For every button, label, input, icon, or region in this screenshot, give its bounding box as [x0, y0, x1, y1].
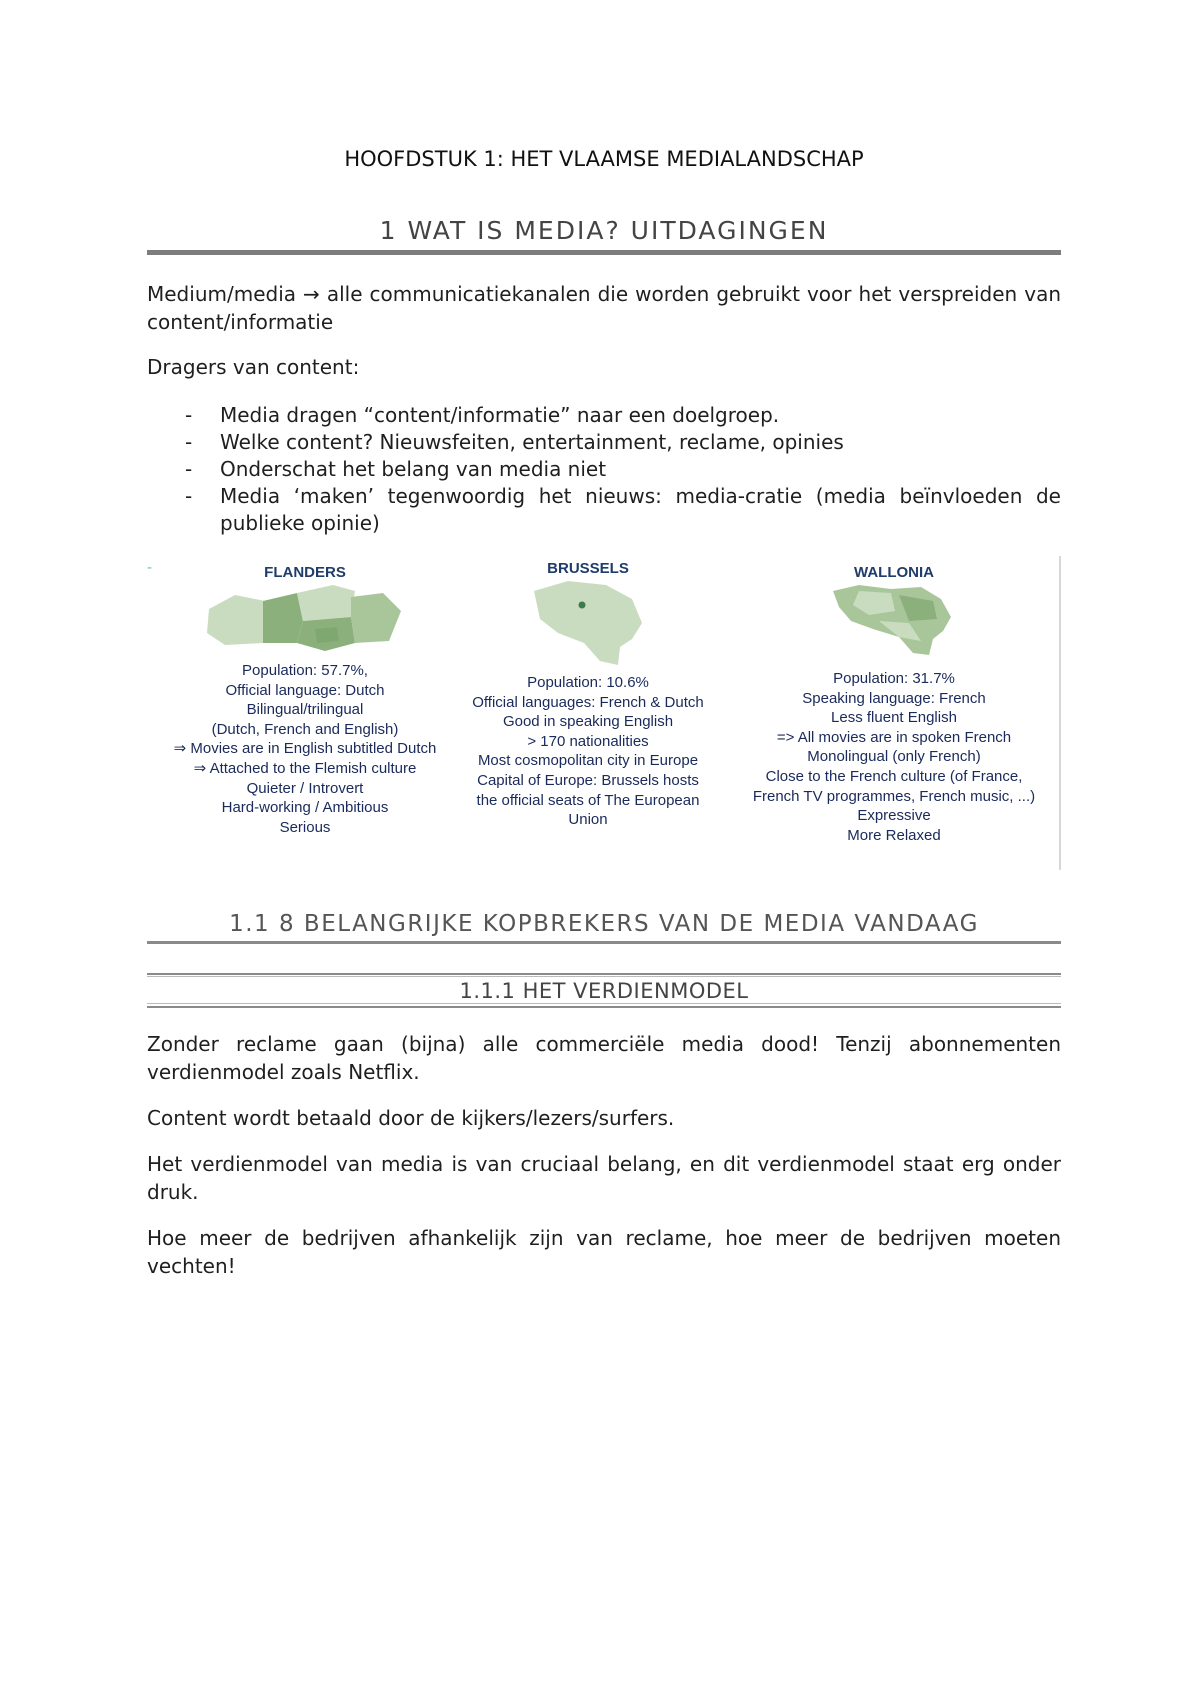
region-wallonia [729, 556, 1059, 845]
flanders-map-image [205, 581, 405, 653]
list-item-text: Onderschat het belang van media niet [220, 457, 607, 481]
heading-underline [147, 941, 1061, 944]
figure-marker: - [147, 560, 153, 576]
fact-line: (Dutch, French and English) [211, 720, 399, 738]
fact-line: Monolingual (only French) [807, 748, 981, 766]
list-item-text: Media dragen “content/informatie” naar een doelgroep. [220, 403, 780, 427]
list-item: - Media dragen “content/informatie” naar een doelgroep. [185, 403, 780, 427]
fact-line: Official language: Dutch [225, 681, 385, 699]
carriers-list [147, 402, 1061, 537]
fact-line: ⇒ Movies are in English subtitled Dutch [173, 740, 437, 758]
subsection-heading-block [147, 967, 1061, 1011]
section-heading-1: 1 WAT IS MEDIA? UITDAGINGEN [379, 216, 829, 245]
region-brussels [450, 556, 726, 830]
list-item: - Media ‘maken’ tegenwoordig het nieuws: media-cratie (media beïnvloeden de publieke opinie) [185, 484, 1061, 535]
fact-line: Less fluent English [831, 709, 957, 727]
fact-line: > 170 nationalities [527, 732, 649, 750]
fact-line: Expressive [857, 807, 931, 825]
fact-line: the official seats of The European [476, 791, 700, 809]
fact-line: Quieter / Introvert [246, 779, 364, 797]
heading-rule-top [147, 973, 1061, 975]
fact-line: Serious [279, 818, 331, 836]
region-name: BRUSSELS [547, 560, 629, 577]
region-facts [729, 669, 1059, 845]
body-paragraph: Content wordt betaald door de kijkers/lezers/surfers. [147, 1106, 675, 1130]
fact-line: Bilingual/trilingual [246, 701, 364, 719]
subsection-heading: 1.1.1 HET VERDIENMODEL [451, 979, 756, 1003]
fact-line: French TV programmes, French music, ...) [752, 787, 1036, 805]
region-flanders [147, 556, 463, 837]
body-paragraph: Het verdienmodel van media is van cruciaal belang, en dit verdienmodel staat erg onder druk. [147, 1152, 1061, 1204]
figure-border [1059, 556, 1061, 870]
fact-line: Close to the French culture (of France, [765, 767, 1023, 785]
heading-underline [147, 250, 1061, 255]
regions-figure [147, 556, 1061, 870]
brussels-map-image [528, 577, 648, 669]
region-name: FLANDERS [264, 564, 346, 581]
fact-line: Population: 57.7%, [242, 662, 368, 679]
fact-line: => All movies are in spoken French [776, 728, 1012, 746]
fact-line: Union [568, 811, 608, 829]
section-heading-2: 1.1 8 BELANGRIJKE KOPBREKERS VAN DE MEDIA VANDAAG [229, 911, 979, 937]
region-facts [450, 673, 726, 830]
fact-line: Speaking language: French [802, 689, 986, 707]
body-paragraph: Hoe meer de bedrijven afhankelijk zijn van reclame, hoe meer de bedrijven moeten vechten! [147, 1226, 1061, 1278]
region-name: WALLONIA [854, 564, 934, 581]
heading-rule-bottom-thin [147, 1003, 1061, 1004]
wallonia-map-image [829, 581, 959, 659]
fact-line: Hard-working / Ambitious [221, 799, 389, 817]
fact-line: ⇒ Attached to the Flemish culture [193, 759, 417, 777]
heading-rule-top-thin [147, 976, 1061, 977]
fact-line: Most cosmopolitan city in Europe [477, 752, 699, 770]
list-item: - Onderschat het belang van media niet [185, 457, 607, 481]
fact-line: Good in speaking English [502, 713, 674, 731]
body-paragraph: Zonder reclame gaan (bijna) alle commerciële media dood! Tenzij abonnementen verdienmodel zoals Netflix. [147, 1032, 1061, 1084]
fact-line: Official languages: French & Dutch [472, 693, 704, 711]
subsection-heading-row [147, 979, 1061, 1003]
fact-line: More Relaxed [847, 826, 941, 844]
heading-rule-bottom [147, 1006, 1061, 1008]
definition-paragraph: Medium/media → alle communicatiekanalen die worden gebruikt voor het verspreiden van content/informatie [147, 282, 1061, 334]
fact-line: Population: 10.6% [527, 674, 649, 691]
list-item: - Welke content? Nieuwsfeiten, entertainment, reclame, opinies [185, 430, 844, 454]
list-item-text: Welke content? Nieuwsfeiten, entertainment, reclame, opinies [220, 430, 844, 454]
carriers-label: Dragers van content: [147, 355, 360, 379]
fact-line: Capital of Europe: Brussels hosts [477, 771, 699, 789]
list-item-text: Media ‘maken’ tegenwoordig het nieuws: media-cratie (media beïnvloeden de publieke opinie) [220, 484, 1061, 535]
fact-line: Population: 31.7% [833, 670, 955, 687]
region-facts [147, 661, 463, 837]
chapter-title: HOOFDSTUK 1: HET VLAAMSE MEDIALANDSCHAP [344, 147, 864, 171]
